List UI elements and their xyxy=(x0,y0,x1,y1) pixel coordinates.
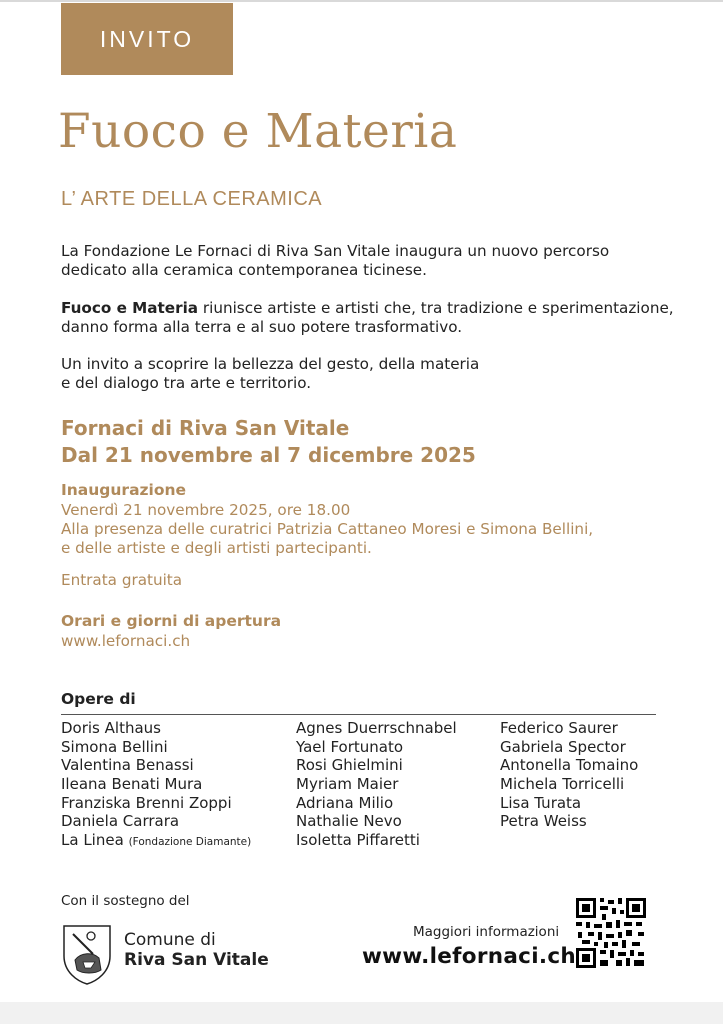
artist-name-with-note: La Linea (Fondazione Diamante) xyxy=(61,831,252,850)
orari-link[interactable]: www.lefornaci.ch xyxy=(61,632,191,650)
artist-name: Rosi Ghielmini xyxy=(296,756,403,775)
artist-name: Michela Torricelli xyxy=(500,775,625,794)
comune-logo-text: Comune di Riva San Vitale xyxy=(124,930,269,970)
bottom-edge-bar xyxy=(0,1002,723,1024)
artist-name: Yael Fortunato xyxy=(296,737,404,756)
artists-column-3 xyxy=(500,719,638,831)
invito-badge xyxy=(61,3,233,75)
intro-paragraph-3: Un invito a scoprire la bellezza del gesto, della materia e del dialogo tra arte e territorio. xyxy=(61,355,480,392)
municipal-crest-icon xyxy=(61,922,113,986)
entrata-gratuita: Entrata gratuita xyxy=(61,571,183,589)
artist-name: Adriana Milio xyxy=(296,793,394,812)
artist-name: Nathalie Nevo xyxy=(296,812,402,831)
intro-paragraph-1: La Fondazione Le Fornaci di Riva San Vitale inaugura un nuovo percorso dedicato alla ceramica contemporanea ticinese. xyxy=(61,242,610,279)
inaugurazione-heading: Inaugurazione xyxy=(61,481,187,499)
artist-name: Federico Saurer xyxy=(500,719,618,737)
artist-name: Simona Bellini xyxy=(61,737,168,756)
artist-name: Ileana Benati Mura xyxy=(61,775,203,794)
page-subtitle: L’ ARTE DELLA CERAMICA xyxy=(61,188,323,210)
artist-name: Petra Weiss xyxy=(500,812,587,831)
inaugurazione-details: Venerdì 21 novembre 2025, ore 18.00 Alla presenza delle curatrici Patrizia Cattaneo Moresi e Simona Bellini, e delle artiste e degli artisti partecipanti. xyxy=(61,501,594,557)
artist-name: Antonella Tomaino xyxy=(500,756,639,775)
artist-name: Lisa Turata xyxy=(500,793,582,812)
opere-divider xyxy=(61,714,656,715)
artists-column-2 xyxy=(296,719,457,850)
artist-name: Isoletta Piffaretti xyxy=(296,831,420,850)
artist-name: Agnes Duerrschnabel xyxy=(296,719,457,737)
intro-paragraph-2: Fuoco e Materia riunisce artiste e artisti che, tra tradizione e sperimentazione, danno forma alla terra e al suo potere trasformativo. xyxy=(61,299,674,336)
exhibition-name-bold: Fuoco e Materia xyxy=(61,299,199,317)
artist-name: Gabriela Spector xyxy=(500,737,626,756)
artists-column-1 xyxy=(61,719,251,850)
page-title: Fuoco e Materia xyxy=(58,104,458,159)
qr-code-icon[interactable] xyxy=(576,898,646,968)
artist-name: Doris Althaus xyxy=(61,719,161,737)
sostegno-label: Con il sostegno del xyxy=(61,893,190,909)
venue-block xyxy=(61,415,476,469)
orari-heading: Orari e giorni di apertura xyxy=(61,612,282,630)
artist-name: Valentina Benassi xyxy=(61,756,194,775)
venue-place: Fornaci di Riva San Vitale xyxy=(61,416,350,440)
venue-dates: Dal 21 novembre al 7 dicembre 2025 xyxy=(61,443,476,467)
maggiori-label: Maggiori informazioni xyxy=(413,924,560,940)
top-divider xyxy=(0,0,723,2)
invito-label: INVITO xyxy=(99,25,195,52)
footer-website-link[interactable]: www.lefornaci.ch xyxy=(362,944,577,969)
opere-heading: Opere di xyxy=(61,690,136,708)
artist-name: Myriam Maier xyxy=(296,775,399,794)
artist-note: (Fondazione Diamante) xyxy=(128,836,252,849)
artist-name: Daniela Carrara xyxy=(61,812,180,831)
artist-name: Franziska Brenni Zoppi xyxy=(61,793,232,812)
